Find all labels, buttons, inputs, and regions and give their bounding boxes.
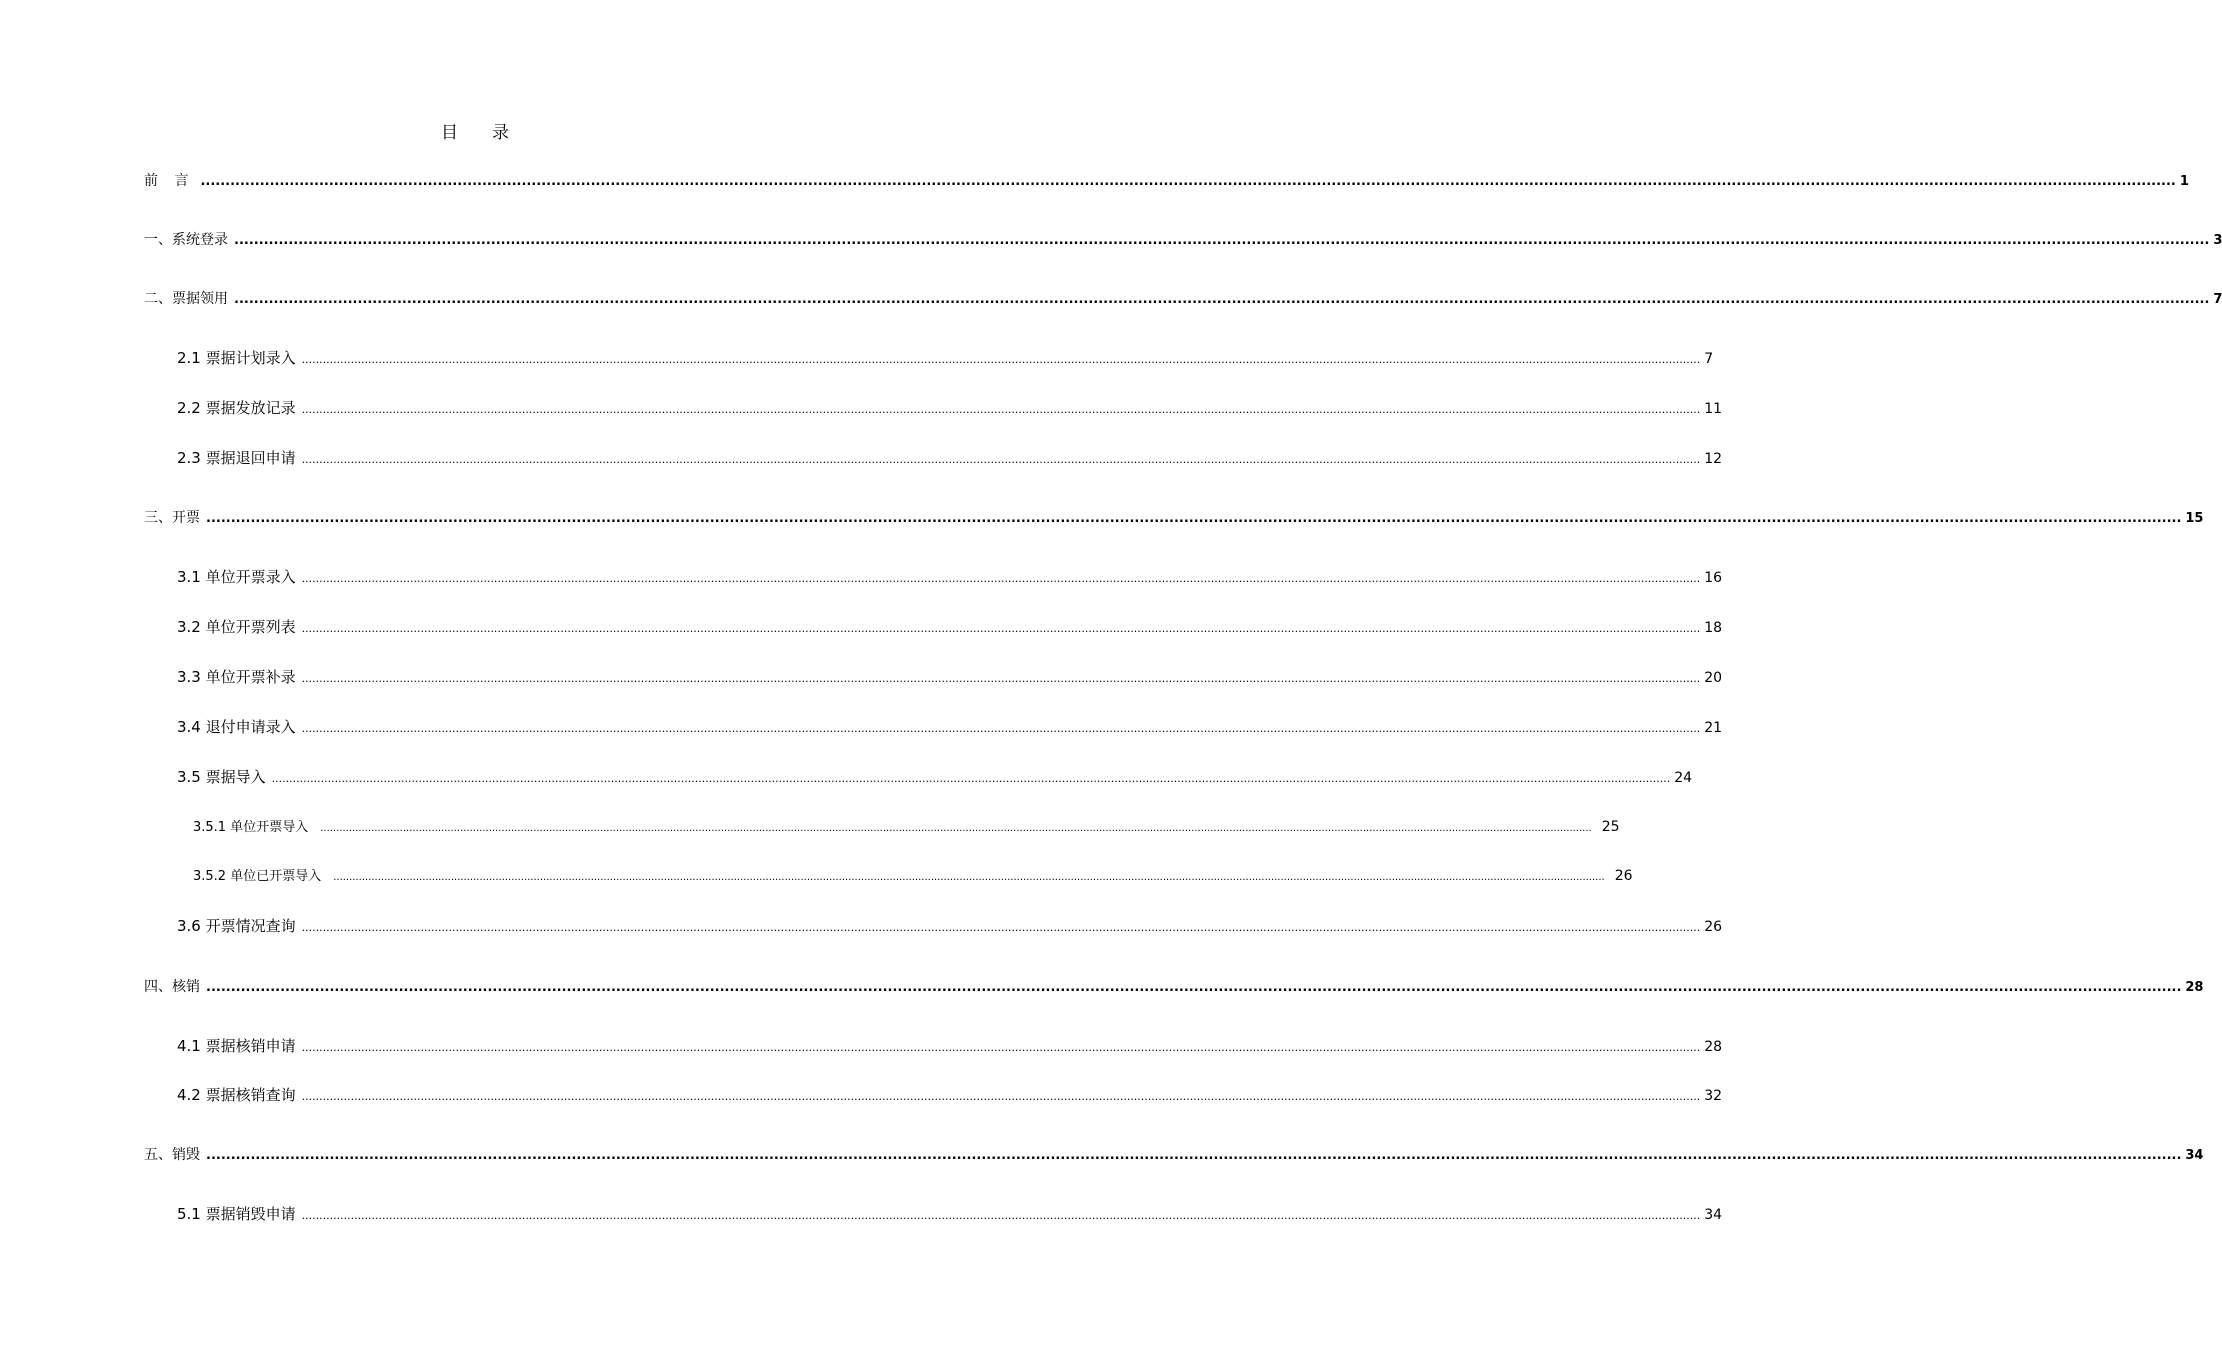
- toc-entry-page: 34: [1704, 1207, 1723, 1223]
- toc-entry-label: 4.2 票据核销查询: [177, 1086, 296, 1104]
- toc-entry-page: 24: [1674, 770, 1693, 786]
- toc-leader-dots: ................................................................................................................................................................................................................................................................................................................................................................................................................: [200, 174, 2176, 189]
- toc-leader-dots: ................................................................................................................................................................................................................................................................................................................................................................................................................: [333, 872, 1605, 883]
- toc-entry-2-2[interactable]: [177, 397, 1723, 418]
- toc-leader-dots: ................................................................................................................................................................................................................................................................................................................................................................................................................: [320, 823, 1592, 834]
- toc-entry-page: 11: [1704, 401, 1723, 417]
- toc-entry-label: 3.4 退付申请录入: [177, 718, 296, 736]
- toc-entry-label: 2.1 票据计划录入: [177, 349, 296, 367]
- toc-entry-issue-ticket[interactable]: [144, 507, 2204, 527]
- toc-entry-page: 15: [2185, 511, 2204, 526]
- toc-entry-label: 3.3 单位开票补录: [177, 668, 296, 686]
- toc-leader-dots: ................................................................................................................................................................................................................................................................................................................................................................................................................: [206, 980, 2182, 995]
- toc-entry-label: 四、核销: [144, 979, 200, 995]
- toc-entry-page: 18: [1704, 620, 1723, 636]
- toc-entry-3-2[interactable]: [177, 616, 1723, 637]
- toc-entry-label: 三、开票: [144, 510, 200, 526]
- toc-entry-3-4[interactable]: [177, 716, 1723, 737]
- toc-entry-label: 3.5.1 单位开票导入: [193, 820, 309, 835]
- toc-leader-dots: ................................................................................................................................................................................................................................................................................................................................................................................................................: [301, 403, 1701, 416]
- toc-entry-3-1[interactable]: [177, 566, 1723, 587]
- toc-leader-dots: ................................................................................................................................................................................................................................................................................................................................................................................................................: [234, 233, 2210, 248]
- toc-entry-label: 5.1 票据销毁申请: [177, 1205, 296, 1223]
- page-title: [0, 118, 950, 143]
- toc-leader-dots: ................................................................................................................................................................................................................................................................................................................................................................................................................: [234, 292, 2210, 307]
- toc-entry-2-3[interactable]: [177, 447, 1723, 468]
- toc-entry-label: 3.6 开票情况查询: [177, 917, 296, 935]
- toc-entry-page: 7: [1704, 351, 1714, 367]
- toc-entry-label: 一、系统登录: [144, 232, 228, 248]
- toc-leader-dots: ................................................................................................................................................................................................................................................................................................................................................................................................................: [301, 572, 1701, 585]
- toc-entry-label: 二、票据领用: [144, 291, 228, 307]
- toc-entry-3-5[interactable]: [177, 766, 1693, 787]
- toc-entry-destroy[interactable]: [144, 1144, 2204, 1164]
- toc-entry-page: 12: [1704, 451, 1723, 467]
- toc-entry-page: 7: [2213, 292, 2222, 307]
- toc-entry-label: 2.3 票据退回申请: [177, 449, 296, 467]
- toc-entry-label: 五、销毁: [144, 1147, 200, 1163]
- toc-entry-page: 26: [1614, 868, 1633, 884]
- toc-entry-preface[interactable]: [144, 170, 2189, 190]
- toc-leader-dots: ................................................................................................................................................................................................................................................................................................................................................................................................................: [301, 672, 1701, 685]
- toc-entry-4-1[interactable]: [177, 1035, 1723, 1056]
- toc-entry-ticket-receive[interactable]: [144, 288, 2222, 308]
- toc-leader-dots: ................................................................................................................................................................................................................................................................................................................................................................................................................: [206, 1148, 2182, 1163]
- toc-entry-5-1[interactable]: [177, 1203, 1723, 1224]
- toc-entry-label: 3.5.2 单位已开票导入: [193, 869, 322, 884]
- toc-entry-page: 34: [2185, 1148, 2204, 1163]
- toc-entry-label: 前 言: [144, 173, 195, 189]
- toc-entry-label: 3.1 单位开票录入: [177, 568, 296, 586]
- toc-leader-dots: ................................................................................................................................................................................................................................................................................................................................................................................................................: [271, 772, 1671, 785]
- toc-entry-page: 32: [1704, 1088, 1723, 1104]
- toc-leader-dots: ................................................................................................................................................................................................................................................................................................................................................................................................................: [301, 1041, 1701, 1054]
- toc-entry-page: 21: [1704, 720, 1723, 736]
- toc-entry-page: 28: [1704, 1039, 1723, 1055]
- toc-leader-dots: ................................................................................................................................................................................................................................................................................................................................................................................................................: [301, 453, 1701, 466]
- toc-entry-page: 25: [1601, 819, 1620, 835]
- toc-entry-3-3[interactable]: [177, 666, 1723, 687]
- toc-entry-label: 3.5 票据导入: [177, 768, 266, 786]
- toc-entry-page: 26: [1704, 919, 1723, 935]
- title-char-1: 目: [441, 123, 458, 143]
- toc-leader-dots: ................................................................................................................................................................................................................................................................................................................................................................................................................: [301, 1090, 1701, 1103]
- toc-entry-page: 28: [2185, 980, 2204, 995]
- toc-entry-3-6[interactable]: [177, 915, 1723, 936]
- toc-entry-label: 3.2 单位开票列表: [177, 618, 296, 636]
- toc-entry-page: 16: [1704, 570, 1723, 586]
- toc-entry-3-5-2[interactable]: [193, 865, 1633, 884]
- toc-entry-2-1[interactable]: [177, 347, 1714, 368]
- title-char-2: 录: [492, 123, 509, 143]
- toc-entry-write-off[interactable]: [144, 976, 2204, 996]
- toc-leader-dots: ................................................................................................................................................................................................................................................................................................................................................................................................................: [301, 921, 1701, 934]
- toc-leader-dots: ................................................................................................................................................................................................................................................................................................................................................................................................................: [301, 1209, 1701, 1222]
- toc-entry-page: 3: [2213, 233, 2222, 248]
- toc-entry-page: 20: [1704, 670, 1723, 686]
- toc-leader-dots: ................................................................................................................................................................................................................................................................................................................................................................................................................: [301, 722, 1701, 735]
- toc-leader-dots: ................................................................................................................................................................................................................................................................................................................................................................................................................: [301, 353, 1701, 366]
- toc-entry-4-2[interactable]: [177, 1084, 1723, 1105]
- toc-entry-3-5-1[interactable]: [193, 816, 1620, 835]
- toc-leader-dots: ................................................................................................................................................................................................................................................................................................................................................................................................................: [301, 622, 1701, 635]
- toc-entry-label: 2.2 票据发放记录: [177, 399, 296, 417]
- toc-entry-page: 1: [2179, 174, 2189, 189]
- toc-entry-label: 4.1 票据核销申请: [177, 1037, 296, 1055]
- toc-leader-dots: ................................................................................................................................................................................................................................................................................................................................................................................................................: [206, 511, 2182, 526]
- toc-entry-login[interactable]: [144, 229, 2222, 249]
